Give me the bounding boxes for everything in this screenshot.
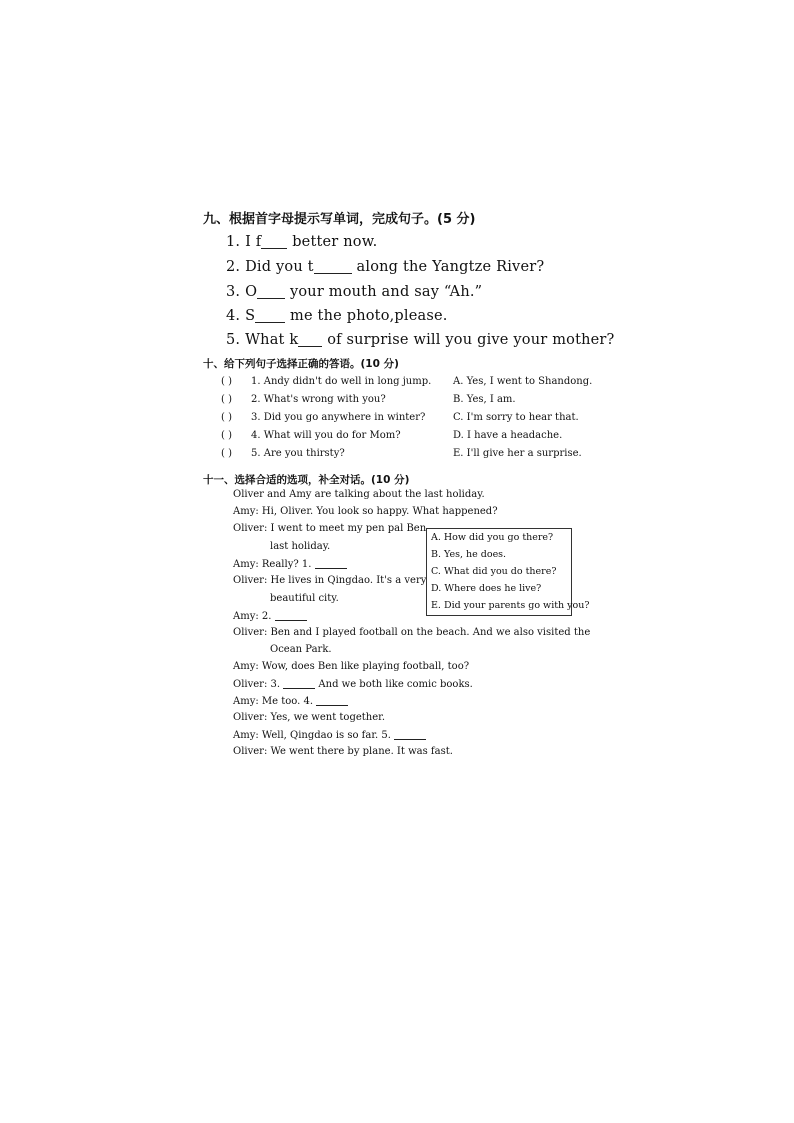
item-prefix: What k (245, 332, 299, 348)
answer-blank[interactable] (275, 610, 307, 621)
option-b: B. Yes, he does. (431, 549, 507, 560)
item-suffix: of surprise will you give your mother? (327, 332, 615, 348)
item-suffix: along the Yangtze River? (356, 259, 545, 275)
option-d: D. Where does he live? (431, 583, 542, 594)
dialogue-line: Oliver: I went to meet my pen pal Ben (233, 523, 427, 534)
item-number: 5. (226, 332, 241, 348)
dialogue-line: Oliver: He lives in Qingdao. It's a very (233, 575, 427, 586)
s10-question-3: 3. Did you go anywhere in winter? (251, 412, 426, 423)
s10-question-1: 1. Andy didn't do well in long jump. (251, 376, 432, 387)
section-10-heading: 十、给下列句子选择正确的答语。(10 分) (203, 358, 399, 370)
dialogue-line: Amy: Hi, Oliver. You look so happy. What happened? (233, 506, 498, 517)
answer-paren[interactable]: ( ) (221, 394, 232, 405)
s10-answer-b: B. Yes, I am. (453, 394, 516, 405)
dialogue-line-blank-3 (233, 678, 473, 690)
answer-blank[interactable] (298, 332, 322, 347)
option-e: E. Did your parents go with you? (431, 600, 590, 611)
item-prefix: Did you t (245, 259, 314, 275)
dialogue-text: Amy: 2. (233, 611, 272, 622)
answer-blank[interactable] (283, 678, 315, 689)
s10-question-4: 4. What will you do for Mom? (251, 430, 401, 441)
dialogue-text: Amy: Me too. 4. (233, 696, 314, 707)
answer-blank[interactable] (261, 234, 287, 249)
item-prefix: O (245, 284, 258, 300)
options-box (426, 528, 590, 616)
s10-answer-d: D. I have a headache. (453, 430, 563, 441)
s9-item-1 (226, 234, 377, 250)
s10-answer-e: E. I'll give her a surprise. (453, 448, 582, 459)
dialogue-line: last holiday. (270, 541, 331, 552)
option-a: A. How did you go there? (431, 532, 554, 543)
item-suffix: me the photo,please. (290, 308, 448, 324)
s9-item-3 (226, 284, 482, 300)
dialogue-line-blank-2 (233, 610, 307, 622)
item-prefix: I f (245, 234, 262, 250)
dialogue-line: Amy: Wow, does Ben like playing football, too? (233, 661, 470, 672)
item-number: 1. (226, 234, 241, 250)
s9-item-2 (226, 259, 544, 275)
item-number: 2. (226, 259, 241, 275)
option-c: C. What did you do there? (431, 566, 557, 577)
section-9-heading: 九、根据首字母提示写单词，完成句子。(5 分) (203, 212, 476, 227)
answer-blank[interactable] (255, 308, 285, 323)
dialogue-line: Ocean Park. (270, 644, 332, 655)
dialogue-line-blank-1 (233, 558, 347, 570)
dialogue-intro: Oliver and Amy are talking about the last holiday. (233, 489, 485, 500)
answer-blank[interactable] (315, 558, 347, 569)
dialogue-line: beautiful city. (270, 593, 339, 604)
dialogue-text: Amy: Well, Qingdao is so far. 5. (233, 730, 391, 741)
answer-paren[interactable]: ( ) (221, 376, 232, 387)
answer-blank[interactable] (257, 284, 285, 299)
s10-answer-c: C. I'm sorry to hear that. (453, 412, 579, 423)
s9-item-4 (226, 308, 448, 324)
item-suffix: your mouth and say “Ah.” (289, 284, 483, 300)
s10-answer-a: A. Yes, I went to Shandong. (453, 376, 593, 387)
dialogue-line-blank-4 (233, 695, 348, 707)
dialogue-line-blank-5 (233, 729, 426, 741)
item-suffix: better now. (292, 234, 378, 250)
answer-blank[interactable] (394, 729, 426, 740)
section-11-heading: 十一、选择合适的选项，补全对话。(10 分) (203, 474, 410, 486)
item-number: 4. (226, 308, 241, 324)
answer-paren[interactable]: ( ) (221, 412, 232, 423)
answer-blank[interactable] (314, 259, 352, 274)
s10-question-5: 5. Are you thirsty? (251, 448, 345, 459)
dialogue-text: Amy: Really? 1. (233, 559, 312, 570)
item-number: 3. (226, 284, 241, 300)
dialogue-line: Oliver: We went there by plane. It was fast. (233, 746, 453, 757)
dialogue-text: And we both like comic books. (318, 679, 473, 690)
answer-paren[interactable]: ( ) (221, 448, 232, 459)
answer-blank[interactable] (316, 695, 348, 706)
answer-paren[interactable]: ( ) (221, 430, 232, 441)
dialogue-line: Oliver: Yes, we went together. (233, 712, 385, 723)
dialogue-line: Oliver: Ben and I played football on the beach. And we also visited the (233, 627, 591, 638)
dialogue-text: Oliver: 3. (233, 679, 281, 690)
s10-question-2: 2. What's wrong with you? (251, 394, 386, 405)
s9-item-5 (226, 332, 615, 348)
item-prefix: S (245, 308, 256, 324)
